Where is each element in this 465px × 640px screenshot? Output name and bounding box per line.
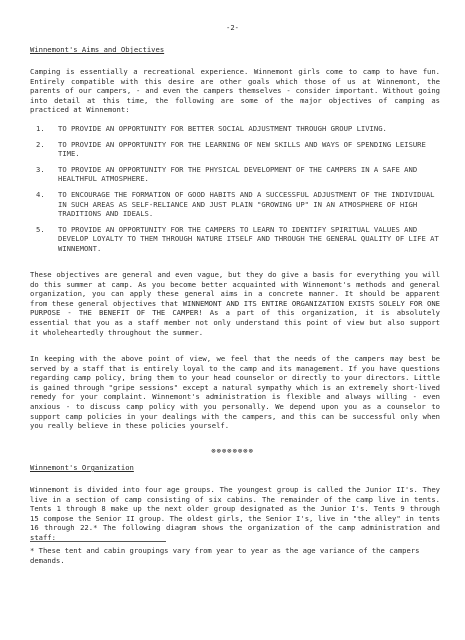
objective-item: 1. TO PROVIDE AN OPPORTUNITY FOR BETTER SOCIAL ADJUSTMENT THROUGH GROUP LIVING.	[36, 124, 387, 133]
objective-item: 2. TO PROVIDE AN OPPORTUNITY FOR THE LEARNING OF NEW SKILLS AND WAYS OF SPENDING LEISURE TIME.	[36, 139, 426, 159]
objectives-list	[36, 124, 440, 260]
footnote-rule	[30, 541, 166, 542]
intro-paragraph: Camping is essentially a recreational experience. Winnemont girls come to camp to have fun. Entirely compatible with this desire are other goals which those of us at Winnemont, the parents of our campers, - and even the campers themselves - consider important. Without going into detail at this time, the following are some of the major objectives of camping as practiced at Winnemont:	[30, 67, 440, 115]
objective-item: 3. TO PROVIDE AN OPPORTUNITY FOR THE PHYSICAL DEVELOPMENT OF THE CAMPERS IN A SAFE AND HEALTHFUL ATMOSPHERE.	[36, 164, 418, 184]
objective-item: 5. TO PROVIDE AN OPPORTUNITY FOR THE CAMPERS TO LEARN TO IDENTIFY SPIRITUAL VALUES AND DEVELOP LOYALTY TO THEM THROUGH NATURE ITSELF AND THROUGH THE GENERAL QUALITY OF LIFE AT WINNEMONT.	[36, 224, 439, 253]
organization-paragraph: Winnemont is divided into four age groups. The youngest group is called the Junior II's. They live in a section of camp consisting of six cabins. The remainder of the camp live in tents. Tents 1 through 8 make up the next older group designated as the Junior I's. Tents 9 through 15 compose the Senior II group. The oldest girls, the Senior I's, live in "the alley" in tents 16 through 22.* The following diagram shows the organization of the camp administration and staff:	[30, 485, 440, 542]
page-number: -2-	[226, 23, 239, 32]
section-separator: ⊗⊗⊗⊗⊗⊗⊗⊗	[211, 446, 254, 455]
objective-item: 4. TO ENCOURAGE THE FORMATION OF GOOD HABITS AND A SUCCESSFUL ADJUSTMENT OF THE INDIVIDUAL IN SUCH AREAS AS SELF-RELIANCE AND JUST PLAIN "GROWING UP" IN AN ATMOSPHERE OF HIGH TRADITIONS AND IDEALS.	[36, 189, 435, 219]
section-heading-organization: Winnemont's Organization	[30, 463, 134, 472]
loyalty-paragraph: In keeping with the above point of view, we feel that the needs of the campers may best be served by a staff that is entirely loyal to the camp and its management. If you have questions regarding camp policy, bring them to your head counselor or directly to your directors. Little is gained through "gripe sessions" except a natural sympathy which is an extremely short-lived remedy for your complaint. Winnemont's administration is flexible and always willing - even anxious - to discuss camp policy with you personally. We depend upon you as a counselor to support camp policies in your dealings with the campers, and this can be successful only when you really believe in these policies yourself.	[30, 354, 440, 431]
objectives-paragraph: These objectives are general and even vague, but they do give a basis for everything you will do this summer at camp. As you become better acquainted with Winnemont's methods and general organization, you can apply these general aims in a concrete manner. It should be apparent from these general objectives that WINNEMONT AND ITS ENTIRE ORGANIZATION EXISTS SOLELY FOR ONE PURPOSE - THE BENEFIT OF THE CAMPER! As a part of this organization, it is absolutely essential that you as a staff member not only understand this point of view but also support it wholeheartedly throughout the summer.	[30, 270, 440, 337]
section-heading-aims: Winnemont's Aims and Objectives	[30, 45, 165, 54]
footnote: * These tent and cabin groupings vary from year to year as the age variance of the campers demands.	[30, 546, 420, 565]
